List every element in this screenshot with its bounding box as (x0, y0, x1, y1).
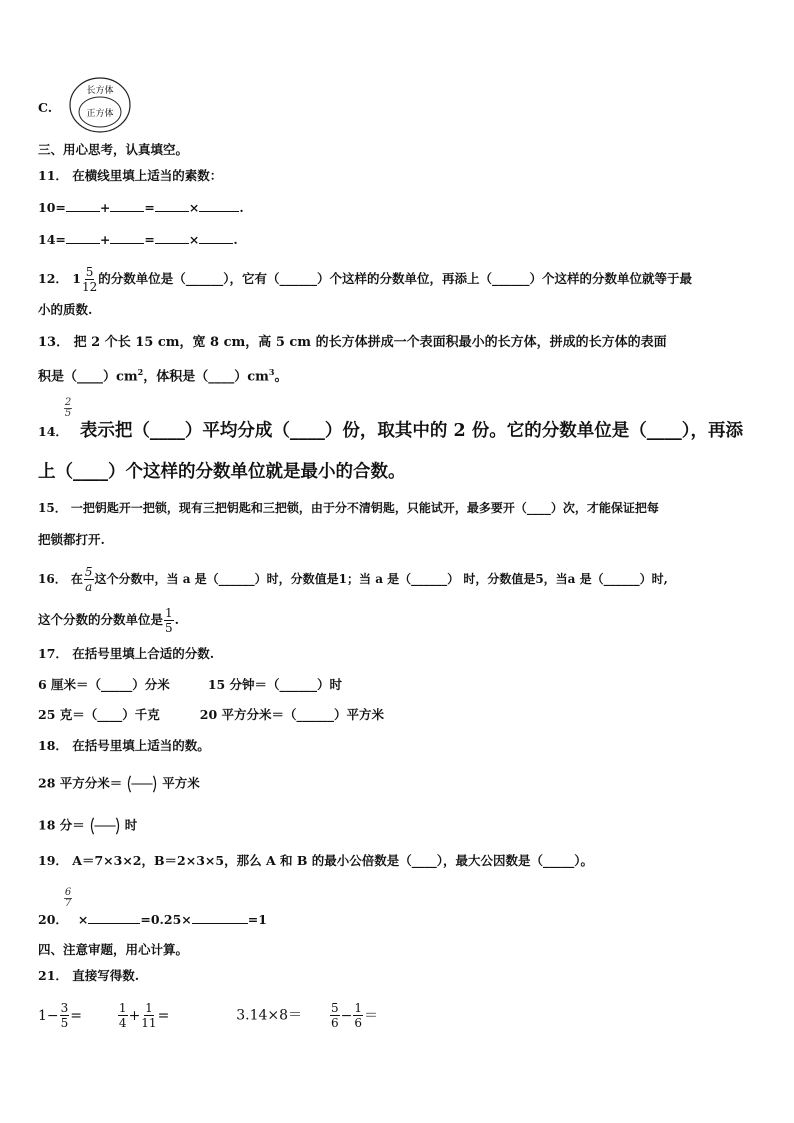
option-c (38, 100, 52, 116)
q18-a: 28 平方分米＝ 平方米 (38, 775, 200, 793)
cuboid-cube-diagram (68, 76, 132, 134)
q21-expr-4: $\frac{5}{6}$ − $\frac{1}{6}$ ＝ (330, 1001, 378, 1030)
q20-line: 20． × =0.25× =1 (38, 912, 267, 927)
q17-row2: 25 克＝（____）千克 20 平方分米＝（______）平方米 (38, 707, 384, 722)
q11-line2: 14= + = × . (38, 232, 238, 247)
q13-line1: 13． 把 2 个长 15 cm，宽 8 cm，高 5 cm 的长方体拼成一个表面积最小的长方体，拼成的长方体的表面 (38, 335, 667, 350)
option-c-letter: C. (38, 100, 53, 115)
q16-line1: 16． 在 $\frac{5}{a}$ 这个分数中，当 a 是（______）时，分数值是1；当 a 是（______） 时，分数值是5，当a 是（______）时, (38, 565, 668, 594)
inner-label: 正方体 (86, 109, 114, 119)
q21-expr-1: 1− $\frac{3}{5}$ = (38, 1001, 83, 1030)
section-4-heading: 四、注意审题，用心计算。 (38, 942, 189, 957)
q21-expr-3: 3.14×8＝ (236, 1007, 303, 1024)
q21-expr-2: $\frac{1}{4}$ + $\frac{1}{11}$ = (118, 1001, 170, 1030)
section-3-heading: 三、用心思考，认真填空。 (38, 142, 189, 157)
q16-unit-fraction: $\frac{1}{5}$ (165, 606, 173, 635)
q18-b: 18 分＝ 时 (38, 817, 137, 835)
q11-line1: 10= + = × . (38, 200, 244, 215)
q12-fraction: $\frac{5}{12}$ (81, 265, 98, 294)
q18-b-blank-fraction (85, 817, 125, 835)
q14-line2: 上（____）个这样的分数单位就是最小的合数。 (38, 462, 406, 482)
q18-stem: 18． 在括号里填上适当的数。 (38, 738, 210, 753)
q19-line: 19． A＝7×3×2，B＝2×3×5，那么 A 和 B 的最小公倍数是（____），最大公因数是（_____）。 (38, 853, 594, 868)
q21-expressions (38, 1002, 378, 1029)
q17-row1: 6 厘米＝（_____）分米 15 分钟＝（______）时 (38, 677, 343, 692)
q11-stem: 11． 在横线里填上适当的素数： (38, 168, 223, 183)
q16-line2: 这个分数的分数单位是 $\frac{1}{5}$ . (38, 606, 180, 635)
q14-line1: 14． 表示把（____）平均分成（____）份，取其中的 2 份。它的分数单位是（____），再添 (38, 421, 744, 441)
q14-fraction: $\frac{2}{5}$ (64, 397, 72, 419)
q15-line1: 15． 一把钥匙开一把锁，现有三把钥匙和三把锁，由于分不清钥匙，只能试开，最多要开（____）次，才能保证把每 (38, 501, 659, 515)
q17-stem: 17． 在括号里填上合适的分数. (38, 646, 215, 661)
q21-stem: 21． 直接写得数. (38, 968, 140, 983)
q20-fraction: $\frac{6}{7}$ (64, 887, 72, 909)
q12-line1: 12． 1 $\frac{5}{12}$ 的分数单位是（______），它有（______）个这样的分数单位，再添上（______）个这样的分数单位就等于最 (38, 265, 693, 294)
q16-fraction: $\frac{5}{a}$ (84, 565, 93, 594)
outer-label: 长方体 (86, 86, 114, 96)
q13-line2: 积是$(\_\_\_\_)cm^2$，体积是$(\_\_\_\_)cm^3$。 (38, 367, 288, 385)
q12-line2: 小的质数. (38, 302, 93, 317)
q18-a-blank-fraction (122, 775, 162, 793)
q15-line2: 把锁都打开. (38, 532, 105, 547)
